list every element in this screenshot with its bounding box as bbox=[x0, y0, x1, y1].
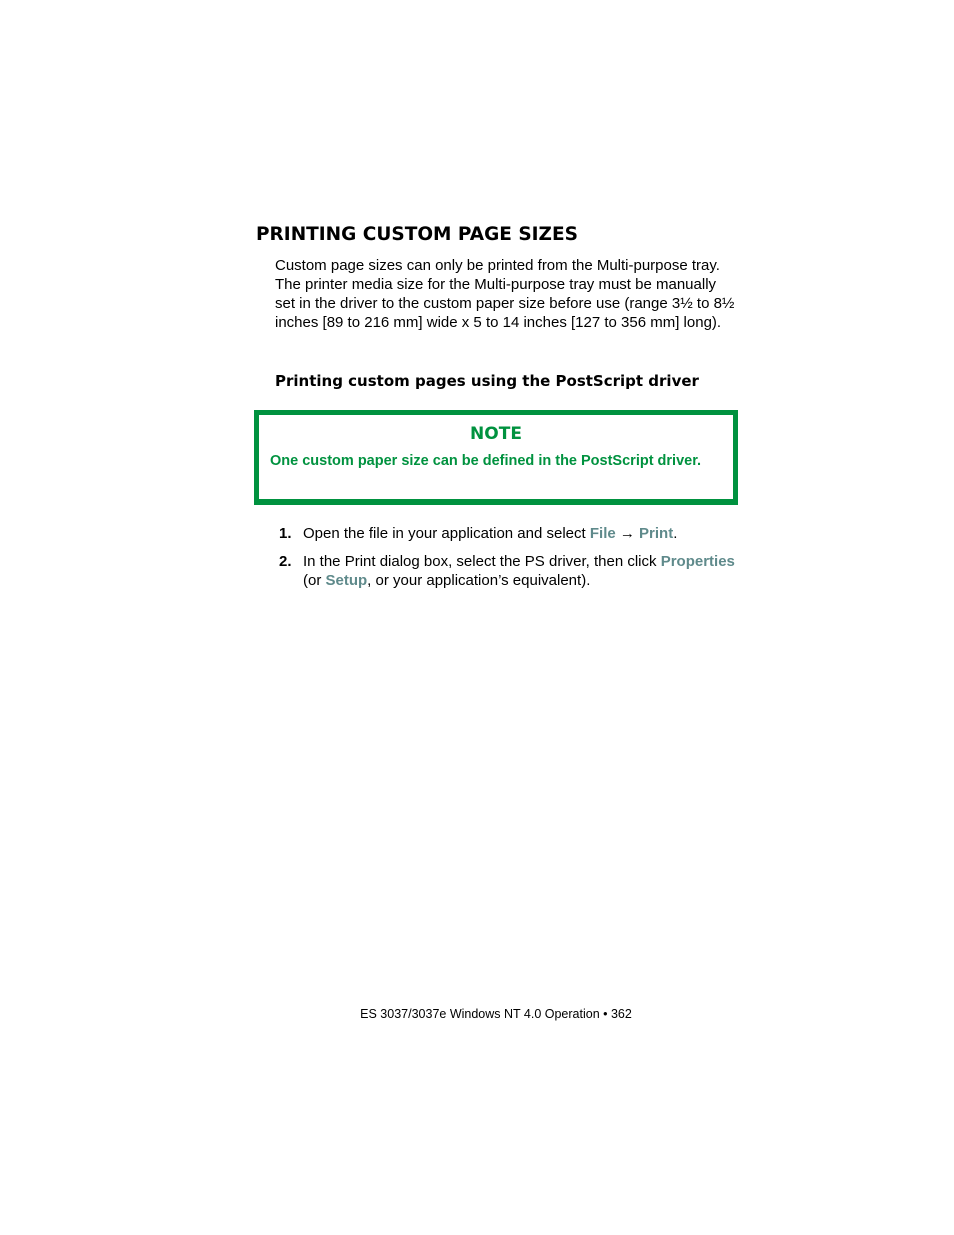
note-box bbox=[254, 410, 738, 505]
page-footer: ES 3037/3037e Windows NT 4.0 Operation • 362 bbox=[360, 1007, 632, 1021]
note-title: NOTE bbox=[470, 424, 522, 444]
step-1 bbox=[279, 524, 739, 543]
step-text: In the Print dialog box, select the PS driver, then click bbox=[303, 553, 661, 570]
steps-list bbox=[279, 524, 739, 599]
menu-term-file: File bbox=[589, 525, 616, 542]
step-text: Open the file in your application and select bbox=[303, 525, 590, 542]
step-number: 2. bbox=[279, 553, 292, 570]
subheading: Printing custom pages using the PostScript driver bbox=[275, 372, 699, 390]
step-text-end: , or your application’s equivalent). bbox=[367, 572, 591, 589]
menu-term-print: Print bbox=[639, 525, 674, 542]
menu-term-setup: Setup bbox=[325, 572, 368, 589]
step-text-middle: (or bbox=[303, 572, 326, 589]
arrow-glyph: → bbox=[615, 525, 640, 542]
step-number: 1. bbox=[279, 525, 292, 542]
intro-paragraph: Custom page sizes can only be printed from the Multi-purpose tray. The printer media size for the Multi-purpose tray must be manually set in the driver to the custom paper size before use (range 3½ to 8½ inches [89 to 216 mm] wide x 5 to 14 inches [127 to 356 mm] long). bbox=[275, 257, 735, 331]
menu-term-properties: Properties bbox=[660, 553, 735, 570]
note-text: One custom paper size can be defined in the PostScript driver. bbox=[270, 453, 702, 469]
step-text-end: . bbox=[673, 525, 678, 542]
section-heading: PRINTING CUSTOM PAGE SIZES bbox=[256, 224, 578, 245]
step-2 bbox=[279, 552, 739, 590]
